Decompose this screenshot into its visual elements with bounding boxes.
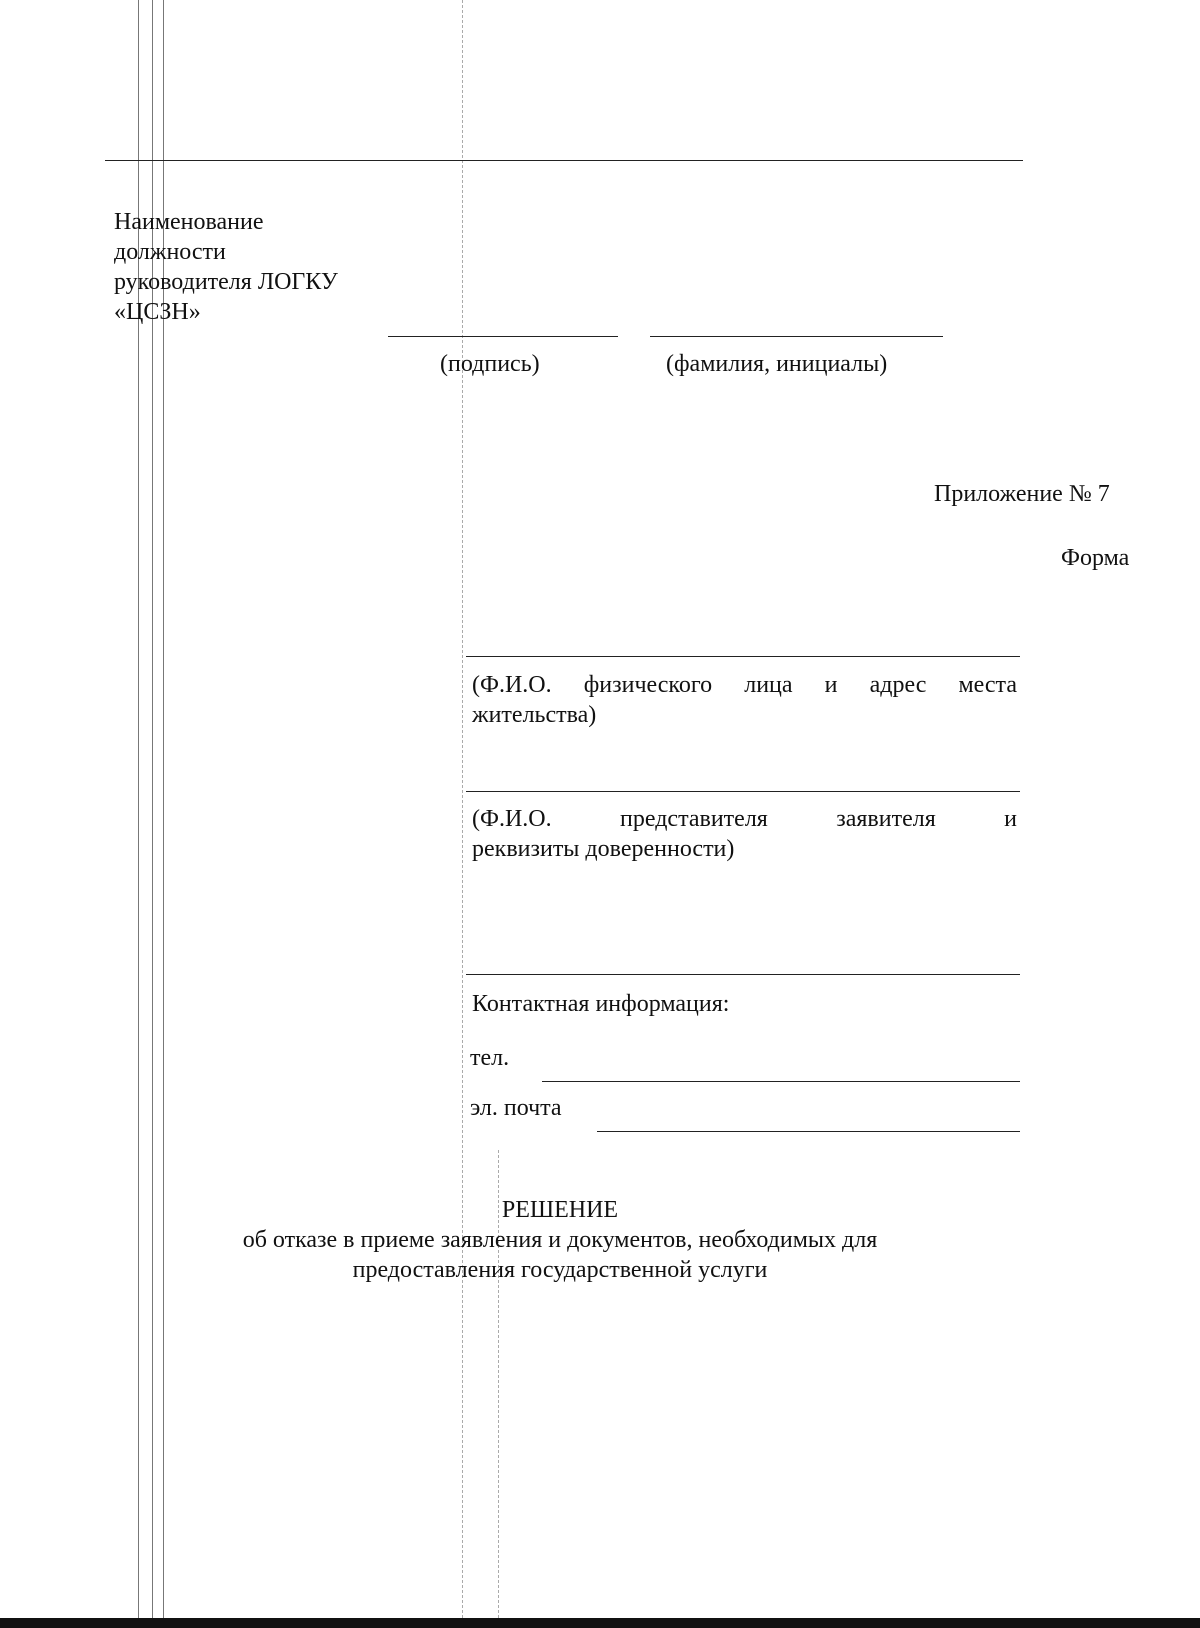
applicant-line (466, 656, 1020, 657)
scan-bottom-edge (0, 1618, 1200, 1628)
contact-heading: Контактная информация: (472, 991, 730, 1017)
representative-caption-line1: (Ф.И.О. представителя заявителя и (472, 806, 1017, 832)
phone-line (542, 1081, 1020, 1082)
position-title-line: «ЦСЗН» (114, 299, 201, 325)
representative-line (466, 791, 1020, 792)
contact-line (466, 974, 1020, 975)
applicant-caption-line2: жительства) (472, 702, 597, 728)
applicant-caption-line1: (Ф.И.О. физического лица и адрес места (472, 672, 1017, 698)
form-label: Форма (1061, 545, 1130, 571)
signature-caption: (подпись) (440, 351, 540, 377)
email-label: эл. почта (470, 1095, 562, 1121)
position-title-line: Наименование (114, 209, 264, 235)
email-line (597, 1131, 1020, 1132)
position-title-line: руководителя ЛОГКУ (114, 269, 338, 295)
scan-artifact-line (462, 0, 463, 1628)
appendix-label: Приложение № 7 (934, 481, 1110, 507)
signature-line (388, 336, 618, 337)
top-rule (105, 160, 1023, 161)
decision-title: РЕШЕНИЕ (501, 1197, 619, 1223)
name-caption: (фамилия, инициалы) (666, 351, 888, 377)
representative-caption-line2: реквизиты доверенности) (472, 836, 735, 862)
decision-subtitle-line2: предоставления государственной услуги (352, 1257, 768, 1283)
name-line (650, 336, 943, 337)
position-title-line: должности (114, 239, 226, 265)
decision-subtitle-line1: об отказе в приеме заявления и документов, необходимых для (242, 1227, 878, 1253)
phone-label: тел. (470, 1045, 510, 1071)
